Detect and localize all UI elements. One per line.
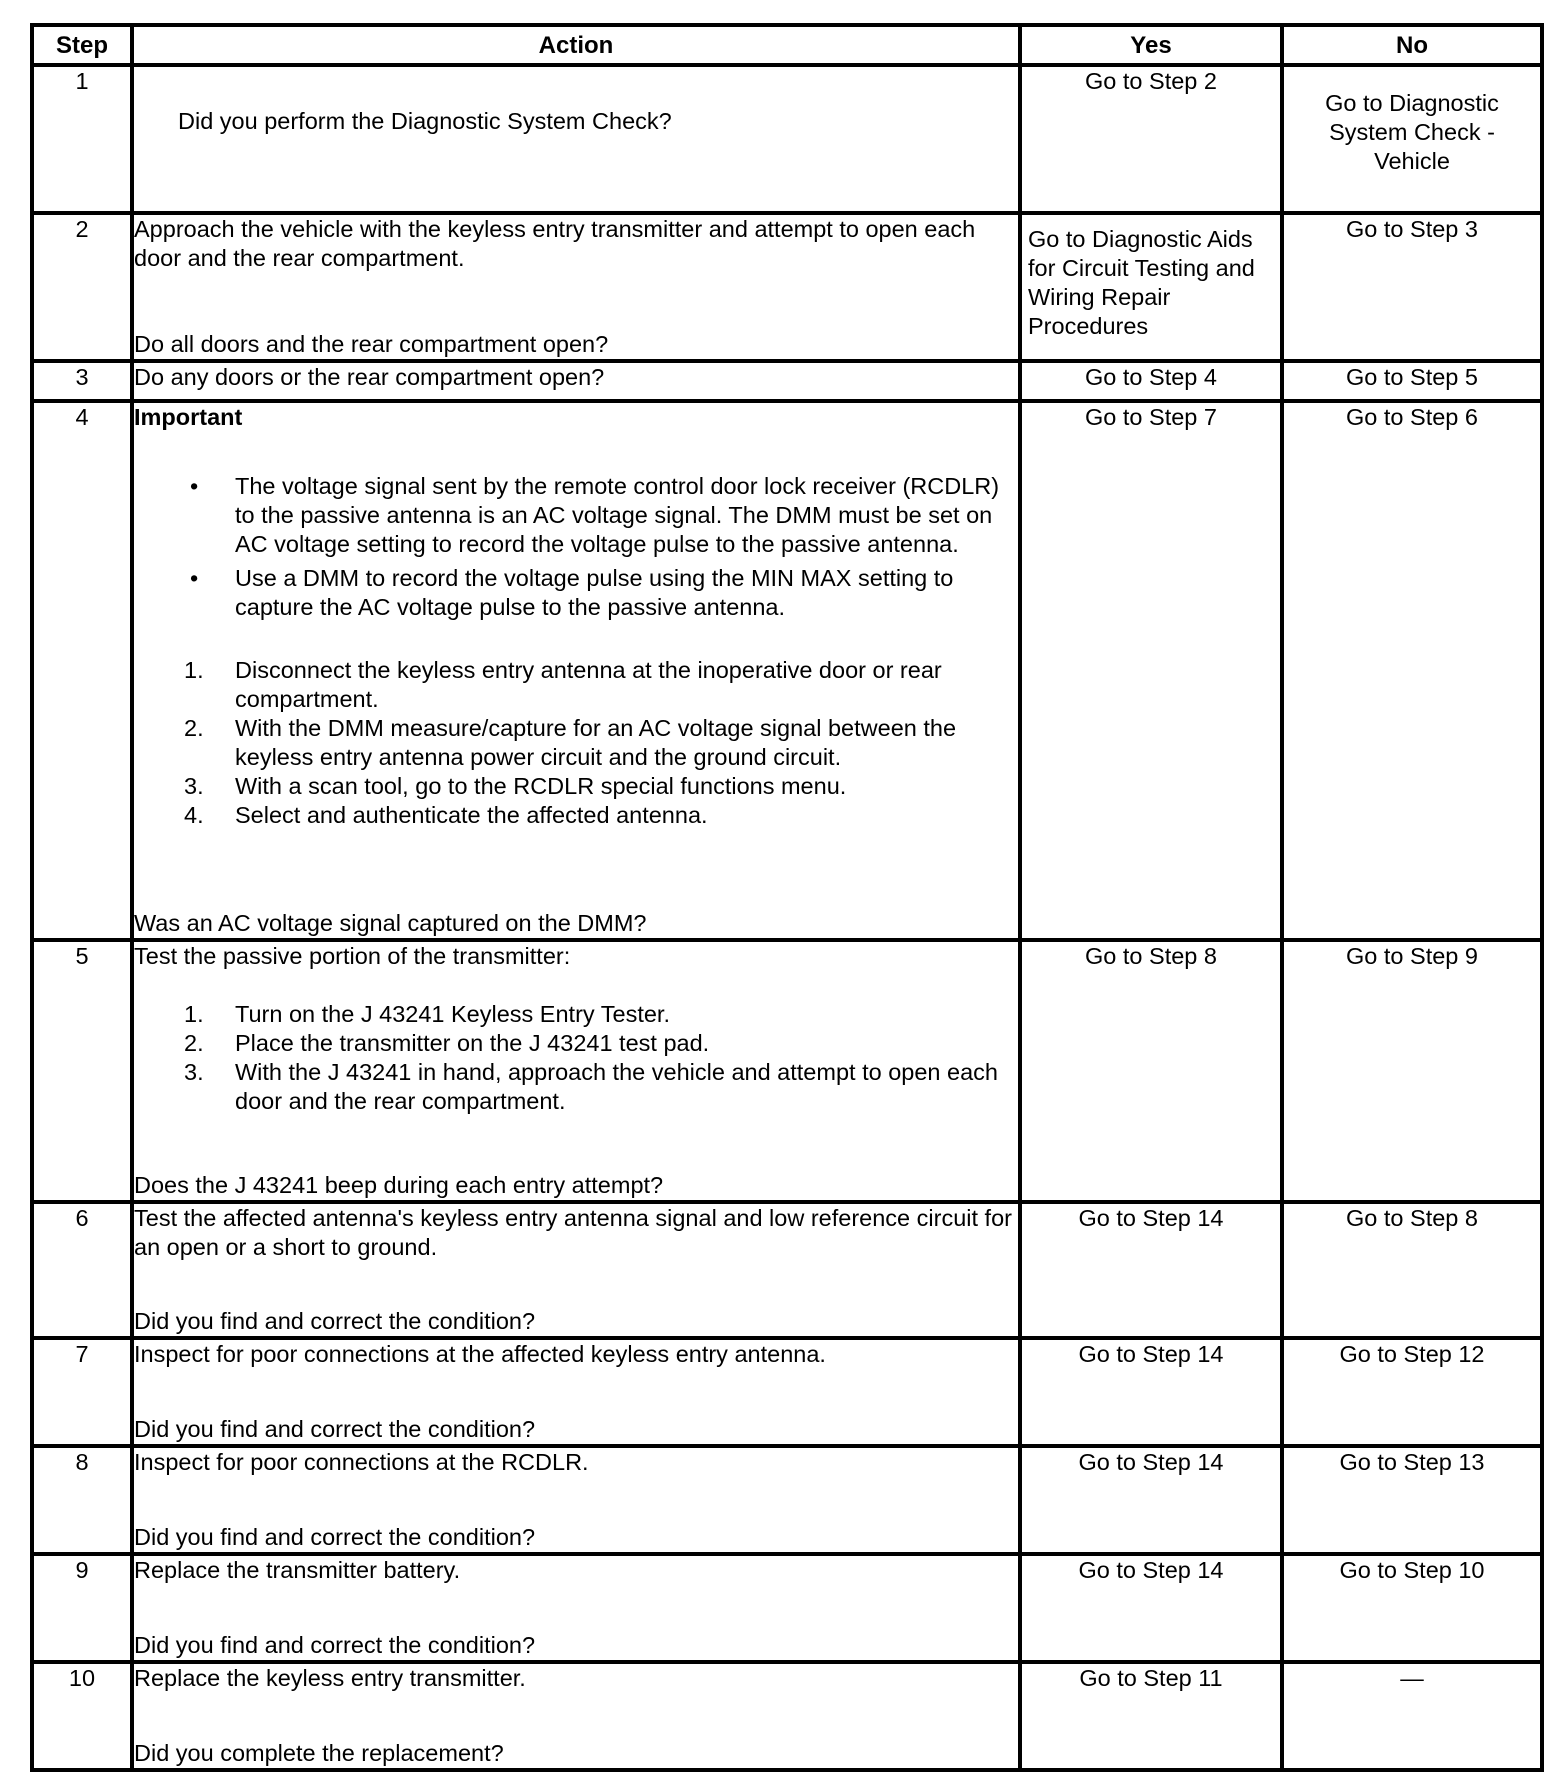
table-row — [32, 1554, 1542, 1662]
table-row — [32, 361, 1542, 401]
no-cell: Go to Step 5 — [1282, 361, 1542, 401]
table-row — [32, 1202, 1542, 1338]
action-cell — [132, 361, 1020, 401]
header-yes: Yes — [1020, 25, 1282, 65]
important-label: Important — [134, 404, 243, 430]
action-question: Was an AC voltage signal captured on the DMM? — [134, 910, 647, 936]
step-number: 7 — [32, 1338, 132, 1446]
list-text: Turn on the J 43241 Keyless Entry Tester. — [235, 1001, 670, 1027]
header-action: Action — [132, 25, 1020, 65]
no-cell: Go to Step 9 — [1282, 940, 1542, 1202]
yes-cell: Go to Step 14 — [1020, 1338, 1282, 1446]
no-cell: Go to Step 10 — [1282, 1554, 1542, 1662]
list-item — [134, 1000, 1018, 1029]
procedure-steps — [134, 1000, 1018, 1116]
list-text: Place the transmitter on the J 43241 test pad. — [235, 1030, 710, 1056]
yes-cell: Go to Step 8 — [1020, 940, 1282, 1202]
step-number: 5 — [32, 940, 132, 1202]
list-text: Disconnect the keyless entry antenna at the inoperative door or rear compartment. — [235, 657, 942, 712]
no-cell: — — [1282, 1662, 1542, 1770]
yes-cell: Go to Step 7 — [1020, 401, 1282, 940]
list-number: 4. — [184, 802, 204, 828]
action-question: Did you complete the replacement? — [134, 1740, 504, 1766]
list-item — [134, 656, 1018, 714]
action-cell — [132, 940, 1020, 1202]
list-number: 1. — [184, 657, 204, 683]
action-text: Test the affected antenna's keyless entry antenna signal and low reference circuit for an open or a short to ground. — [134, 1205, 1012, 1260]
diagnostic-table — [30, 23, 1544, 1772]
step-number: 9 — [32, 1554, 132, 1662]
action-question: Did you perform the Diagnostic System Check? — [178, 108, 672, 134]
step-number: 3 — [32, 361, 132, 401]
table-row — [32, 940, 1542, 1202]
yes-cell: Go to Step 14 — [1020, 1554, 1282, 1662]
header-row — [32, 25, 1542, 65]
bullet-item: • Use a DMM to record the voltage pulse using the MIN MAX setting to capture the AC voltage pulse to the passive antenna. — [134, 564, 1018, 622]
important-bullets — [134, 472, 1018, 622]
yes-cell: Go to Diagnostic Aids for Circuit Testing and Wiring Repair Procedures — [1020, 213, 1282, 361]
action-question: Does the J 43241 beep during each entry attempt? — [134, 1172, 664, 1198]
list-item — [134, 1029, 1018, 1058]
table-row — [32, 1446, 1542, 1554]
list-number: 2. — [184, 715, 204, 741]
bullet-item: • The voltage signal sent by the remote control door lock receiver (RCDLR) to the passive antenna is an AC voltage signal. The DMM must be set on AC voltage setting to record the voltage pulse to the passive antenna. — [134, 472, 1018, 559]
action-question: Do all doors and the rear compartment open? — [134, 331, 609, 357]
table-row — [32, 65, 1542, 213]
action-cell — [132, 401, 1020, 940]
table-row — [32, 1338, 1542, 1446]
step-number: 2 — [32, 213, 132, 361]
action-cell — [132, 1446, 1020, 1554]
yes-cell: Go to Step 2 — [1020, 65, 1282, 213]
action-question: Do any doors or the rear compartment open? — [134, 364, 605, 390]
header-no: No — [1282, 25, 1542, 65]
no-cell: Go to Step 6 — [1282, 401, 1542, 940]
action-text: Test the passive portion of the transmitter: — [134, 943, 571, 969]
no-cell: Go to Step 3 — [1282, 213, 1542, 361]
action-question: Did you find and correct the condition? — [134, 1524, 536, 1550]
action-cell — [132, 65, 1020, 213]
header-step: Step — [32, 25, 132, 65]
yes-cell: Go to Step 14 — [1020, 1202, 1282, 1338]
procedure-steps — [134, 656, 1018, 830]
action-cell — [132, 1662, 1020, 1770]
yes-cell: Go to Step 14 — [1020, 1446, 1282, 1554]
list-text: With the DMM measure/capture for an AC voltage signal between the keyless entry antenna power circuit and the ground circuit. — [235, 715, 957, 770]
step-number: 4 — [32, 401, 132, 940]
step-number: 8 — [32, 1446, 132, 1554]
list-item — [134, 801, 1018, 830]
table-row — [32, 401, 1542, 940]
table-row — [32, 213, 1542, 361]
list-item — [134, 772, 1018, 801]
step-number: 1 — [32, 65, 132, 213]
no-cell: Go to Step 12 — [1282, 1338, 1542, 1446]
list-text: With the J 43241 in hand, approach the vehicle and attempt to open each door and the rear compartment. — [235, 1059, 998, 1114]
list-number: 3. — [184, 773, 204, 799]
yes-cell: Go to Step 4 — [1020, 361, 1282, 401]
action-text: Approach the vehicle with the keyless entry transmitter and attempt to open each door and the rear compartment. — [134, 216, 976, 271]
action-cell — [132, 1202, 1020, 1338]
list-number: 3. — [184, 1059, 204, 1085]
list-text: With a scan tool, go to the RCDLR special functions menu. — [235, 773, 847, 799]
action-question: Did you find and correct the condition? — [134, 1632, 536, 1658]
action-question: Did you find and correct the condition? — [134, 1416, 536, 1442]
list-item — [134, 1058, 1018, 1116]
action-cell — [132, 1554, 1020, 1662]
no-cell: Go to Diagnostic System Check - Vehicle — [1282, 65, 1542, 213]
list-item — [134, 714, 1018, 772]
step-number: 6 — [32, 1202, 132, 1338]
action-text: Inspect for poor connections at the RCDLR. — [134, 1449, 589, 1475]
action-text: Replace the transmitter battery. — [134, 1557, 461, 1583]
list-number: 1. — [184, 1001, 204, 1027]
yes-cell: Go to Step 11 — [1020, 1662, 1282, 1770]
table-row — [32, 1662, 1542, 1770]
no-cell: Go to Step 13 — [1282, 1446, 1542, 1554]
no-cell: Go to Step 8 — [1282, 1202, 1542, 1338]
action-text: Inspect for poor connections at the affected keyless entry antenna. — [134, 1341, 826, 1367]
action-text: Replace the keyless entry transmitter. — [134, 1665, 526, 1691]
action-cell — [132, 213, 1020, 361]
list-text: Select and authenticate the affected antenna. — [235, 802, 708, 828]
action-question: Did you find and correct the condition? — [134, 1308, 536, 1334]
step-number: 10 — [32, 1662, 132, 1770]
action-cell — [132, 1338, 1020, 1446]
list-number: 2. — [184, 1030, 204, 1056]
